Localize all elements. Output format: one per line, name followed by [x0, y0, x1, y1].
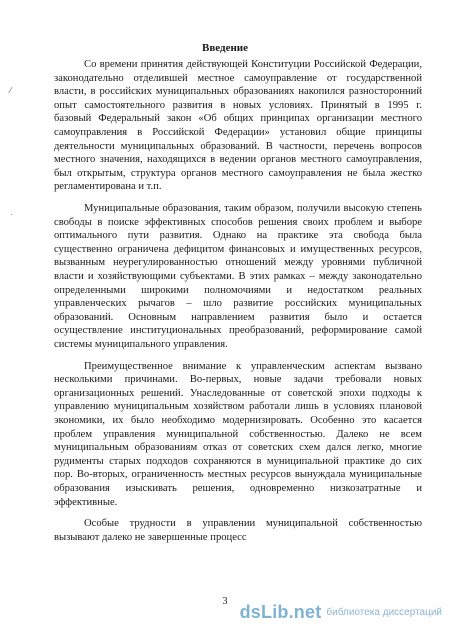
text-line: вызывают далеко не завершенные процесс: [54, 531, 247, 543]
document-title: Введение: [201, 42, 249, 54]
text-line: самоуправления в Российской Федерации» установил общие принципы: [54, 127, 422, 138]
text-line: образований. Основным направлением развития было и остается: [54, 311, 422, 323]
margin-mark: ⁄: [10, 86, 12, 95]
text-line: образования изыскивать решения, одновременно низкозатратные и: [54, 483, 422, 494]
text-line: экономики, их было необходимо модернизировать. Особенно это касается: [54, 415, 422, 426]
text-line: власти, в российских муниципальных образованиях накопился разносторонний: [54, 86, 422, 98]
watermark-logo: dsLib.net: [239, 602, 322, 622]
text-line: управлению муниципальным хозяйством работали лишь в условиях плановой: [54, 401, 422, 413]
margin-mark: ·: [10, 210, 13, 219]
text-line: пор. Во-вторых, ограниченность местных ресурсов вынуждала муниципальные: [54, 469, 422, 481]
text-line: системы муниципального управления.: [54, 339, 228, 350]
text-line: базовый Федеральный закон «Об общих принципах организации местного: [54, 113, 422, 125]
text-line: законодательно отделившей местное самоуправление от государственной: [54, 72, 422, 84]
text-line: свободы в поиске эффективных способов решения своих проблем и выборе: [54, 216, 422, 228]
text-line: осуществление институциональных преобразований, реформирование самой: [54, 325, 422, 337]
text-line: Со времени принятия действующей Конституции Российской Федерации,: [84, 59, 422, 70]
text-line: проблем управления муниципальной собственностью. Далеко не всем: [54, 428, 422, 440]
text-line: муниципальным образованиям отказ от советских схем дался легко, многие: [54, 442, 422, 454]
text-line: эффективные.: [54, 496, 118, 508]
text-line: регламентирована и т.п.: [54, 181, 162, 193]
text-line: определенными широкими полномочиями и недостатком реальных: [54, 284, 422, 296]
page-number: 3: [222, 596, 228, 607]
text-line: оптимального пути развития. Однако на практике эта свобода была: [54, 230, 422, 242]
text-line: Преимущественное внимание к управленческим аспектам вызвано: [84, 360, 422, 372]
text-line: власти и хозяйствующими субъектами. В этих рамках – между законодательно: [54, 271, 422, 282]
watermark: [240, 602, 442, 623]
text-line: несколькими причинами. Во-первых, новые задачи требовали новых: [54, 374, 422, 386]
watermark-subtitle: библиотека диссертаций: [326, 607, 442, 618]
text-line: местного значения, находящихся в ведении органов местного самоуправления,: [54, 154, 422, 166]
text-line: организационных решений. Унаследованные от советской эпохи подходы к: [54, 387, 422, 399]
text-line: был открытым, структура органов местного самоуправления не была жестко: [54, 167, 422, 179]
text-line: вызванным неурегулированностью отношений между уровнями публичной: [54, 257, 422, 269]
text-line: управленческих рычагов – шло развитие российских муниципальных: [54, 298, 422, 310]
text-line: деятельности муниципальных образований. В частности, перечень вопросов: [54, 140, 422, 152]
text-line: Муниципальные образования, таким образом, получили высокую степень: [84, 203, 422, 214]
text-line: рудименты старых подходов сохраняются в муниципальной практике до сих: [54, 455, 422, 467]
text-line: опыт самостоятельного развития в новых условиях. Принятый в 1995 г.: [54, 99, 422, 111]
text-line: Особые трудности в управлении муниципальной собственностью: [84, 518, 422, 530]
text-line: существенно ограничена дефицитом финансовых и имущественных ресурсов,: [54, 243, 422, 255]
